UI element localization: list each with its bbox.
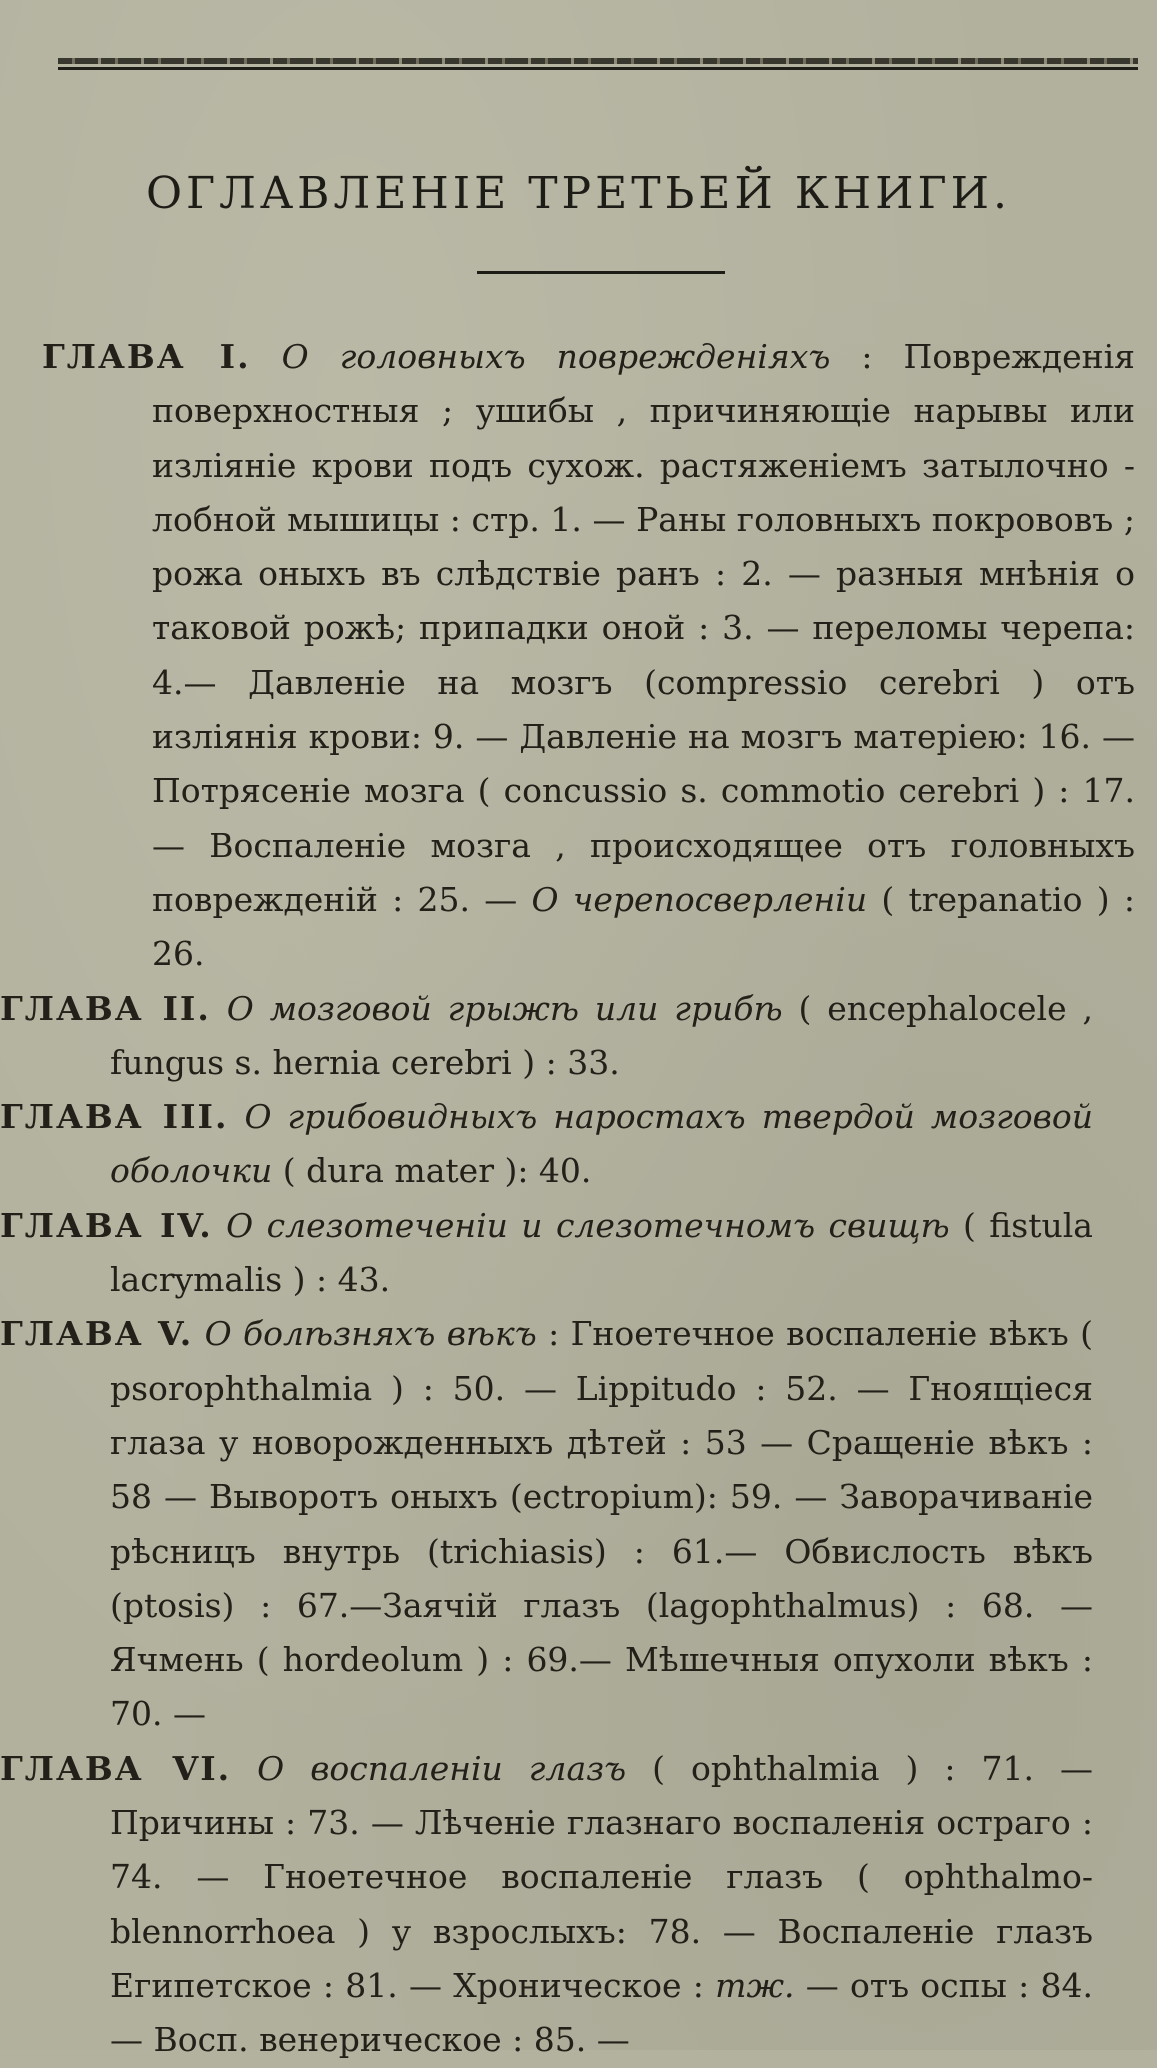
toc-entry-chapter-1 [42,330,1135,982]
chapter-contents: : Поврежденія поверхностныя ; ушибы , причиняющіе нарывы или изліяніе крови подъ сухож. растяженіемъ затылочно - лобной мышицы : стр. 1. — Раны головныхъ покрововъ ; рожа оныхъ въ слѣдствіе ранъ : 2. — разныя мнѣнія о таковой рожѣ; припадки оной : 3. — переломы черепа: 4.— Давленіе на мозгъ (compressio cerebri ) отъ изліянія крови: 9. — Давленіе на мозгъ матеріею: 16. — Потрясеніе мозга ( concussio s. commotio cerebri ) : 17. — Воспаленіе мозга , происходящее отъ головныхъ поврежденій : 25. — [152,337,1135,919]
chapter-contents: ( dura mater ): 40. [282,1151,592,1191]
chapter-contents-secondary: ( trepanatio ) : 26. [152,879,1135,974]
chapter-topic: О воспаленіи глазъ [257,1748,627,1788]
title-divider [477,271,725,274]
toc-entry-chapter-4 [0,1199,1093,1308]
chapter-contents: ( ophthalmia ) : 71. — Причины : 73. — Лѣченіе глазнаго воспаленія остраго : 74. — Гноетечное воспаленіе глазъ ( ophthalmo-blennorrhoea ) у взрослыхъ: 78. — Воспаленіе глазъ Египетское : 81. — Хроническое : [110,1748,1093,2005]
chapter-topic: О мозговой грыжѣ или грибѣ [226,988,783,1028]
chapter-topic: О грибовидныхъ наростахъ твердой мозговой оболочки [110,1097,1094,1191]
chapter-topic-secondary: тж. [715,1965,795,2005]
toc-entry-chapter-5 [0,1307,1093,1741]
toc-entry-chapter-6 [0,1742,1093,2068]
chapter-heading: ГЛАВА IV. [0,1205,213,1245]
chapter-contents: ( fistula lacrymalis ) : 43. [110,1205,1093,1300]
chapter-topic: О головныхъ поврежденіяхъ [281,337,831,376]
ornamental-line [58,67,1138,70]
table-of-contents [0,330,1157,2068]
chapter-topic-secondary: О черепосверленіи [531,879,868,919]
chapter-contents-secondary: — отъ оспы : 84. — Восп. венерическое : 85. — [110,1965,1093,2060]
chapter-topic: О слезотеченіи и слезотечномъ свищѣ [226,1205,950,1245]
chapter-heading: ГЛАВА V. [0,1314,194,1354]
toc-entry-chapter-2 [0,982,1093,1091]
chapter-contents: ( encephalocele , fungus s. hernia cerebri ) : 33. [110,988,1093,1082]
page-title: ОГЛАВЛЕНІЕ ТРЕТЬЕЙ КНИГИ. [145,168,1012,219]
ornamental-band [58,58,1138,64]
chapter-heading: ГЛАВА VI. [0,1748,232,1788]
toc-entry-chapter-3 [0,1090,1093,1199]
chapter-heading: ГЛАВА III. [0,1097,229,1137]
chapter-heading: ГЛАВА II. [0,988,211,1028]
ornamental-rule [58,56,1138,70]
chapter-contents: : Гноетечное воспаленіе вѣкъ ( psorophthalmia ) : 50. — Lippitudo : 52. — Гноящіеся глаза у новорожденныхъ дѣтей : 53 — Сращеніе вѣкъ : 58 — Выворотъ оныхъ (ectropium): 59. — Заворачиваніе рѣсницъ внутрь (trichiasis) : 61.— Обвислость вѣкъ (ptosis) : 67.—Заячій глазъ (lagophthalmus) : 68. — Ячмень ( hordeolum ) : 69.— Мѣшечныя опухоли вѣкъ : 70. — [110,1314,1093,1734]
chapter-heading: ГЛАВА I. [42,337,251,376]
chapter-topic: О болѣзняхъ вѣкъ [204,1314,537,1354]
